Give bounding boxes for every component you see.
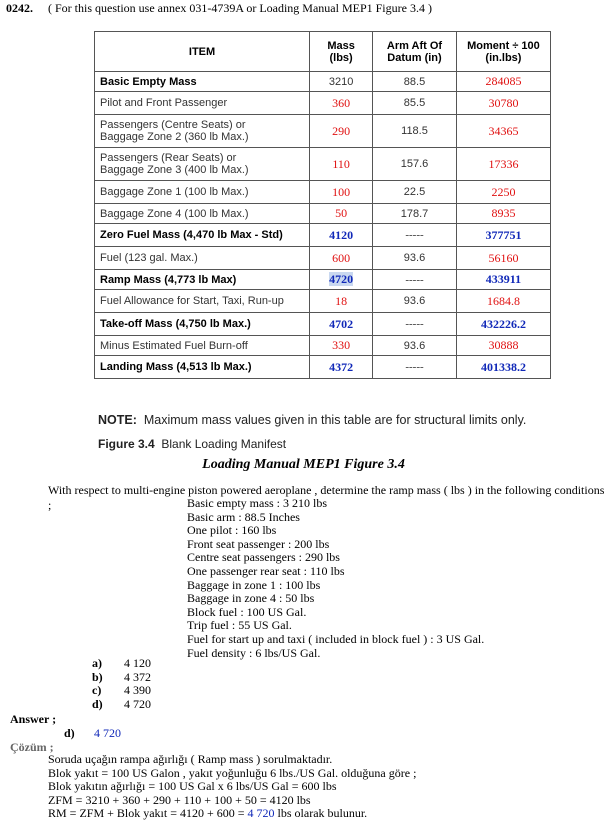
solution-text — [48, 753, 416, 821]
condition-item: One passenger rear seat : 110 lbs — [187, 563, 345, 578]
moment-value: 433911 — [485, 272, 522, 286]
figure-caption-label: Figure 3.4 — [98, 437, 155, 451]
row-item — [95, 270, 310, 290]
arm-cell — [373, 270, 457, 290]
mass-cell — [310, 204, 373, 224]
row-item-text: Fuel Allowance for Start, Taxi, Run-up — [100, 295, 284, 307]
mass-value: 600 — [332, 250, 351, 265]
arm-cell — [373, 356, 457, 379]
arm-value: 85.5 — [403, 97, 426, 109]
row-item-text: Basic Empty Mass — [100, 75, 197, 88]
solution-line: ZFM = 3210 + 360 + 290 + 110 + 100 + 50 = 4120 lbs — [48, 792, 311, 807]
mass-value: 18 — [335, 293, 348, 308]
table-row — [95, 181, 551, 204]
header-moment — [456, 32, 550, 72]
row-item-text: Baggage Zone 3 (400 lb Max.) — [100, 164, 249, 176]
arm-value: ----- — [405, 273, 424, 286]
question-number: 0242. — [6, 1, 33, 15]
moment-cell — [456, 356, 550, 379]
row-item — [95, 290, 310, 313]
arm-cell — [373, 336, 457, 356]
mass-cell — [310, 115, 373, 148]
condition-item: Fuel for start up and taxi ( included in block fuel ) : 3 US Gal. — [187, 631, 485, 646]
answer-letter: d) — [64, 726, 75, 740]
condition-item: Basic empty mass : 3 210 lbs — [187, 496, 327, 510]
row-item-text: Minus Estimated Fuel Burn-off — [100, 339, 248, 352]
solution-result: 4 720 — [247, 806, 275, 820]
moment-cell — [456, 270, 550, 290]
moment-cell — [456, 336, 550, 356]
mass-value: 290 — [332, 123, 351, 138]
moment-value: 284085 — [485, 74, 522, 88]
moment-value: 2250 — [491, 184, 516, 199]
solution-line: Blok yakıt = 100 US Galon , yakıt yoğunluğu 6 lbs./US Gal. olduğuna göre ; — [48, 765, 417, 780]
mass-value: 110 — [332, 156, 350, 171]
arm-value: 93.6 — [403, 295, 426, 307]
solution-last-suffix: lbs olarak bulunur. — [274, 806, 368, 820]
arm-cell — [373, 313, 457, 336]
mass-value: 330 — [332, 338, 351, 352]
arm-cell — [373, 204, 457, 224]
table-body — [95, 72, 551, 379]
arm-cell — [373, 115, 457, 148]
header-moment-line1: Moment ÷ 100 — [467, 39, 540, 52]
table-row — [95, 204, 551, 224]
row-item — [95, 336, 310, 356]
solution-line: Blok yakıtın ağırlığı = 100 US Gal x 6 lbs/US Gal = 600 lbs — [48, 779, 337, 793]
option-value: 4 720 — [124, 696, 151, 711]
arm-value: 22.5 — [403, 186, 426, 198]
moment-cell — [456, 290, 550, 313]
arm-value: 178.7 — [400, 207, 429, 220]
condition-item: Centre seat passengers : 290 lbs — [187, 550, 340, 565]
moment-cell — [456, 224, 550, 247]
mass-value: 360 — [332, 95, 351, 110]
solution-line: Soruda uçağın rampa ağırlığı ( Ramp mass ) sorulmaktadır. — [48, 752, 333, 766]
figure-caption — [98, 437, 286, 451]
answer-label: Answer ; — [10, 712, 57, 726]
option-value: 4 390 — [124, 683, 151, 698]
table-row — [95, 290, 551, 313]
mass-value: 3210 — [328, 75, 354, 88]
table-row — [95, 336, 551, 356]
option-b[interactable] — [92, 671, 151, 685]
arm-value: 118.5 — [401, 125, 428, 137]
row-item-text: Passengers (Centre Seats) or — [100, 119, 246, 131]
row-item — [95, 72, 310, 92]
mass-cell — [310, 313, 373, 336]
table-row — [95, 356, 551, 379]
row-item-text: Zero Fuel Mass (4,470 lb Max - Std) — [100, 229, 283, 241]
option-letter: b) — [92, 669, 103, 684]
condition-item: Baggage in zone 1 : 100 lbs — [187, 577, 321, 592]
solution-last-prefix: RM = ZFM + Blok yakıt = 4120 + 600 = — [48, 806, 248, 820]
header-arm-line2: Datum (in) — [387, 51, 442, 64]
moment-cell — [456, 204, 550, 224]
header-item: ITEM — [95, 32, 310, 72]
answer-options — [92, 657, 151, 711]
conditions-list — [187, 497, 484, 660]
arm-value: 157.6 — [400, 158, 429, 170]
mass-cell — [310, 270, 373, 290]
row-item-text: Baggage Zone 4 (100 lb Max.) — [100, 207, 249, 220]
row-item — [95, 181, 310, 204]
arm-cell — [373, 224, 457, 247]
mass-value: 4702 — [329, 316, 354, 331]
row-item — [95, 313, 310, 336]
arm-value: ----- — [405, 361, 424, 373]
arm-value: ----- — [405, 229, 424, 241]
arm-cell — [373, 148, 457, 181]
condition-item: Baggage in zone 4 : 50 lbs — [187, 591, 315, 606]
row-item — [95, 204, 310, 224]
row-item-text: Fuel (123 gal. Max.) — [100, 252, 198, 264]
row-item — [95, 92, 310, 115]
moment-value: 1684.8 — [486, 293, 520, 308]
arm-cell — [373, 72, 457, 92]
row-item — [95, 247, 310, 270]
mass-value: 4372 — [329, 359, 354, 374]
header-mass — [310, 32, 373, 72]
figure-title: Loading Manual MEP1 Figure 3.4 — [202, 457, 405, 472]
moment-value: 17336 — [488, 156, 519, 171]
table-row — [95, 247, 551, 270]
option-a[interactable] — [92, 657, 151, 671]
condition-item: Trip fuel : 55 US Gal. — [187, 618, 292, 633]
question-reference: ( For this question use annex 031-4739A or Loading Manual MEP1 Figure 3.4 ) — [48, 1, 432, 15]
moment-cell — [456, 115, 550, 148]
answer-value — [64, 726, 121, 741]
condition-item: One pilot : 160 lbs — [187, 523, 277, 538]
table-header-row — [95, 32, 551, 72]
mass-cell — [310, 356, 373, 379]
mass-value: 50 — [335, 206, 348, 220]
solution-line — [48, 807, 416, 821]
option-letter: a) — [92, 656, 102, 670]
arm-value: 88.5 — [403, 75, 426, 88]
condition-item: Front seat passenger : 200 lbs — [187, 536, 330, 551]
moment-value: 30780 — [488, 95, 519, 110]
moment-value: 8935 — [491, 206, 516, 220]
table-row — [95, 313, 551, 336]
moment-cell — [456, 247, 550, 270]
mass-value: 100 — [332, 184, 351, 199]
header-mass-line2: (lbs) — [329, 51, 353, 64]
option-d[interactable] — [92, 698, 151, 712]
moment-value: 30888 — [488, 338, 519, 352]
note-text: Maximum mass values given in this table are for structural limits only. — [143, 413, 527, 427]
mass-cell — [310, 224, 373, 247]
row-item — [95, 115, 310, 148]
solution-label: Çözüm ; — [10, 740, 54, 754]
option-letter: d) — [92, 696, 103, 711]
row-item-text: Ramp Mass (4,773 lb Max) — [100, 273, 237, 286]
header-arm-line1: Arm Aft Of — [386, 39, 443, 52]
figure-caption-text: Blank Loading Manifest — [161, 437, 287, 451]
row-item-text: Passengers (Rear Seats) or — [100, 152, 237, 164]
option-c[interactable] — [92, 684, 151, 698]
row-item — [95, 224, 310, 247]
mass-cell — [310, 181, 373, 204]
row-item-text: Take-off Mass (4,750 lb Max.) — [100, 318, 251, 330]
row-item — [95, 148, 310, 181]
moment-cell — [456, 92, 550, 115]
row-item — [95, 356, 310, 379]
header-arm — [373, 32, 457, 72]
moment-cell — [456, 72, 550, 92]
row-item-text: Landing Mass (4,513 lb Max.) — [100, 361, 252, 373]
option-value: 4 120 — [124, 656, 151, 670]
table-row — [95, 72, 551, 92]
arm-value: ----- — [405, 318, 424, 330]
moment-value: 34365 — [488, 123, 519, 138]
mass-cell — [310, 290, 373, 313]
option-value: 4 372 — [124, 669, 151, 684]
moment-cell — [456, 148, 550, 181]
moment-cell — [456, 181, 550, 204]
header-moment-line2: (in.lbs) — [485, 51, 522, 64]
header-mass-line1: Mass — [327, 39, 355, 52]
arm-cell — [373, 92, 457, 115]
moment-value: 377751 — [485, 227, 522, 242]
moment-cell — [456, 313, 550, 336]
arm-value: 93.6 — [403, 339, 426, 352]
table-row — [95, 148, 551, 181]
arm-cell — [373, 247, 457, 270]
row-item-text: Pilot and Front Passenger — [100, 97, 228, 109]
mass-cell — [310, 247, 373, 270]
mass-value: 4720 — [329, 272, 354, 286]
moment-value: 401338.2 — [480, 359, 526, 374]
table-row — [95, 224, 551, 247]
mass-cell — [310, 92, 373, 115]
table-row — [95, 92, 551, 115]
condition-item: Block fuel : 100 US Gal. — [187, 604, 307, 619]
mass-value: 4120 — [329, 227, 354, 242]
row-item-text: Baggage Zone 2 (360 lb Max.) — [100, 131, 249, 143]
option-letter: c) — [92, 683, 102, 698]
arm-cell — [373, 290, 457, 313]
mass-cell — [310, 148, 373, 181]
loading-manifest-table — [94, 31, 551, 379]
answer-number: 4 720 — [94, 726, 121, 740]
table-note — [98, 413, 526, 427]
condition-item: Basic arm : 88.5 Inches — [187, 509, 300, 524]
table-row — [95, 270, 551, 290]
arm-cell — [373, 181, 457, 204]
question-text: With respect to multi-engine piston powered aeroplane , determine the ramp mass ( lbs ) in the following conditions ; — [48, 483, 605, 512]
table-row — [95, 115, 551, 148]
arm-value: 93.6 — [403, 252, 426, 264]
row-item-text: Baggage Zone 1 (100 lb Max.) — [100, 186, 249, 198]
moment-value: 432226.2 — [480, 316, 526, 331]
condition-item: Fuel density : 6 lbs/US Gal. — [187, 645, 321, 660]
mass-cell — [310, 72, 373, 92]
moment-value: 56160 — [488, 250, 519, 265]
note-label: NOTE: — [98, 413, 137, 427]
mass-cell — [310, 336, 373, 356]
